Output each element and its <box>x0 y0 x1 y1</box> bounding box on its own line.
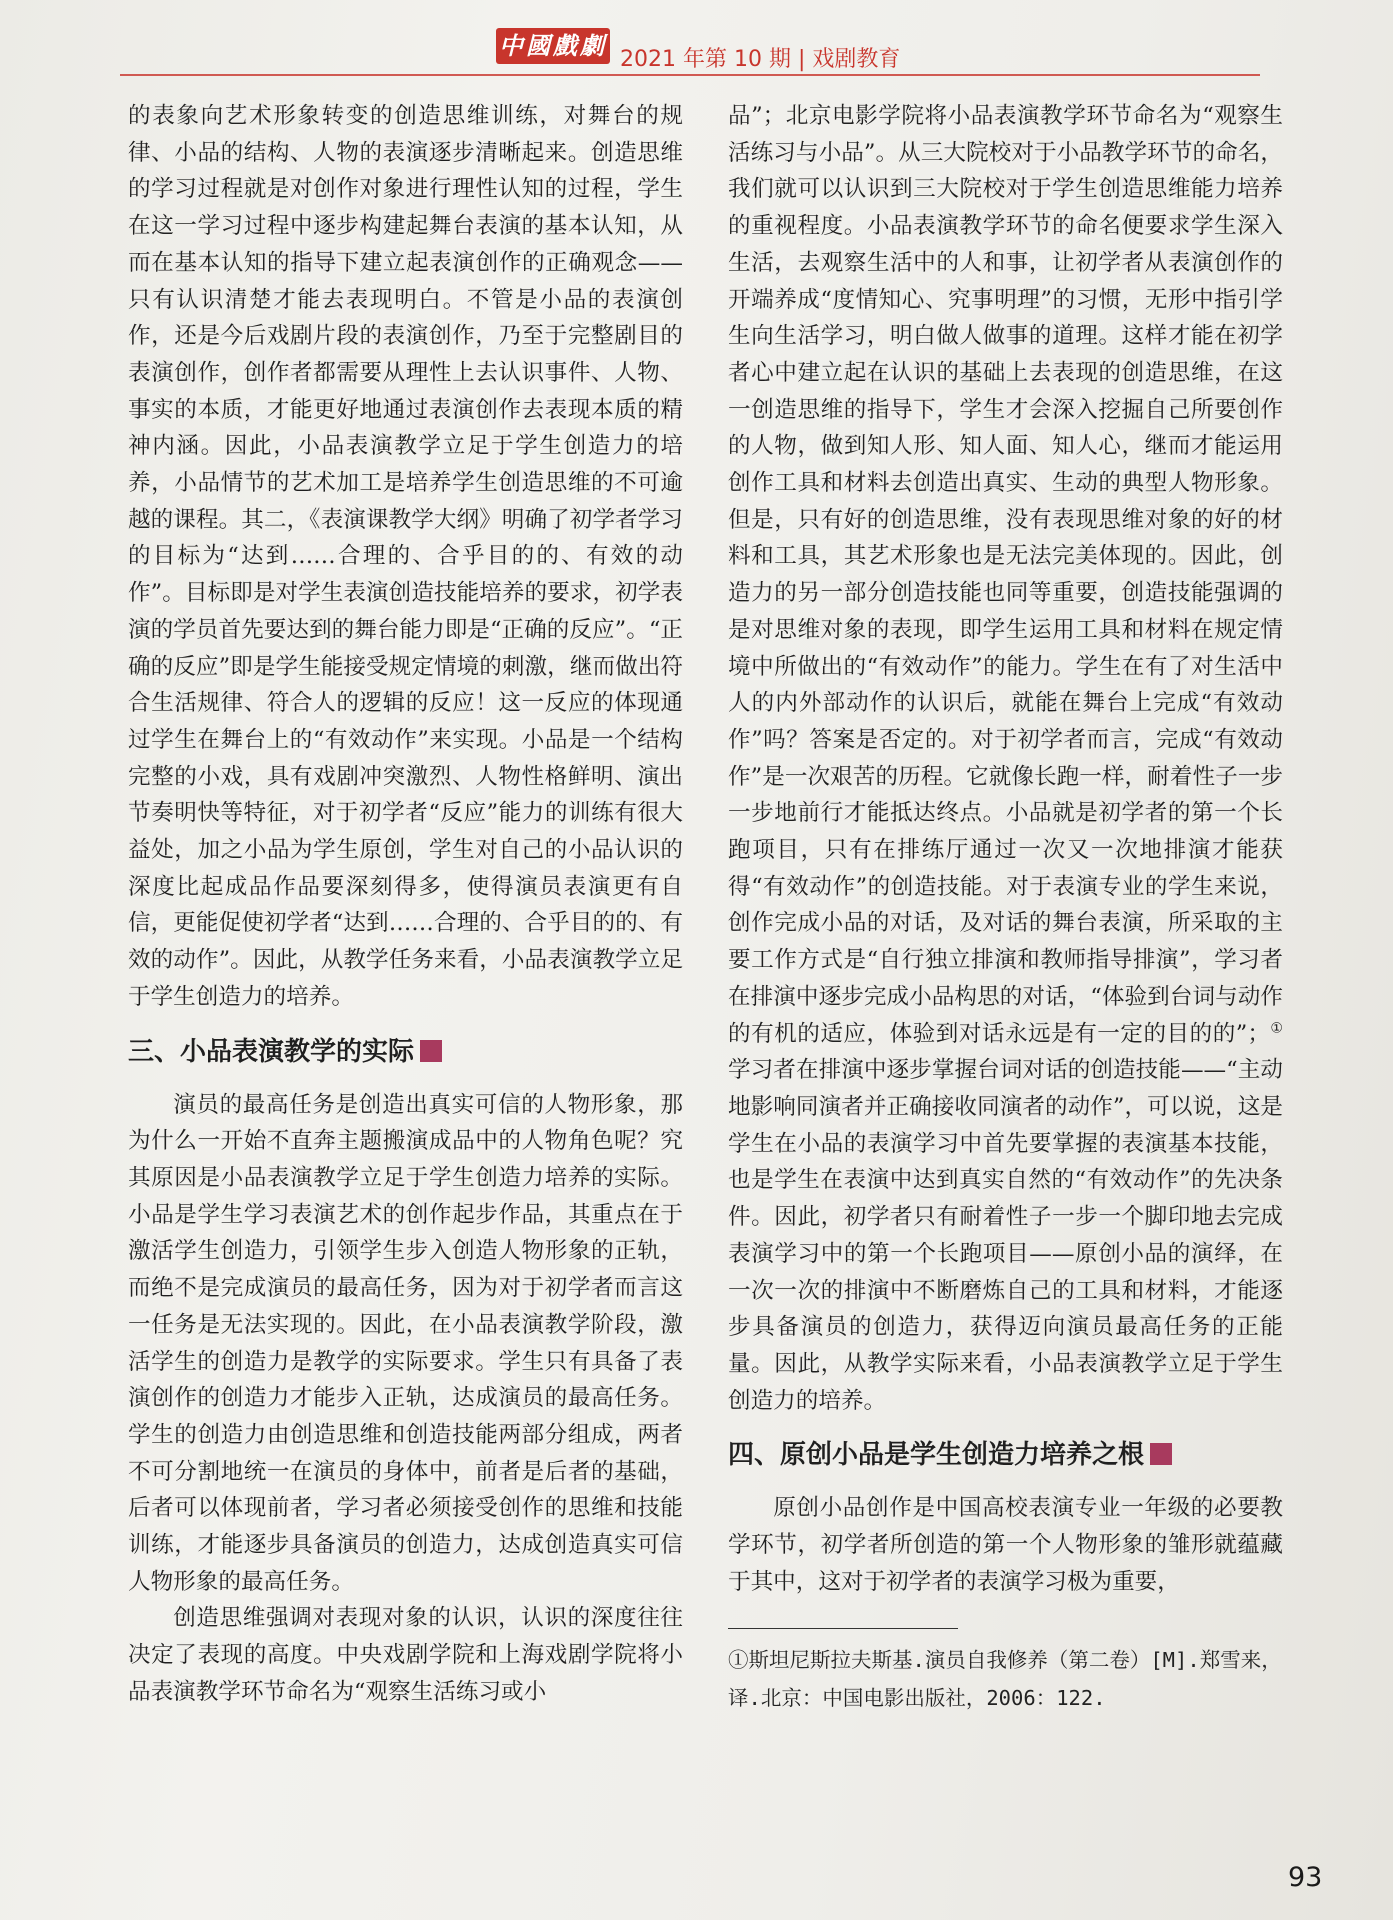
section-4-heading <box>728 1433 1283 1477</box>
magazine-logo: 中國戲劇 <box>496 28 610 64</box>
left-paragraph-2: 演员的最高任务是创造出真实可信的人物形象，那为什么一开始不直奔主题搬演成品中的人物角色呢？究其原因是小品表演教学立足于学生创造力培养的实际。小品是学生学习表演艺术的创作起步作品，其重点在于激活学生创造力，引领学生步入创造人物形象的正轨，而绝不是完成演员的最高任务，因为对于初学者而言这一任务是无法实现的。因此，在小品表演教学阶段，激活学生的创造力是教学的实际要求。学生只有具备了表演创作的创造力才能步入正轨，达成演员的最高任务。学生的创造力由创造思维和创造技能两部分组成，两者不可分割地统一在演员的身体中，前者是后者的基础，后者可以体现前者，学习者必须接受创作的思维和技能训练，才能逐步具备演员的创造力，达成创造真实可信人物形象的最高任务。 <box>128 1091 683 1595</box>
right-paragraph-1 <box>728 98 1283 1419</box>
footnote-reference: ① <box>1269 1020 1283 1037</box>
footnote: ①斯坦尼斯拉夫斯基.演员自我修养（第二卷）[M].郑雪来，译.北京：中国电影出版社，2006：122. <box>728 1648 1282 1711</box>
left-paragraph-1: 的表象向艺术形象转变的创造思维训练，对舞台的规律、小品的结构、人物的表演逐步清晰起来。创造思维的学习过程就是对创作对象进行理性认知的过程，学生在这一学习过程中逐步构建起舞台表演的基本认知，从而在基本认知的指导下建立起表演创作的正确观念——只有认识清楚才能去表现明白。不管是小品的表演创作，还是今后戏剧片段的表演创作，乃至于完整剧目的表演创作，创作者都需要从理性上去认识事件、人物、事实的本质，才能更好地通过表演创作去表现本质的精神内涵。因此，小品表演教学立足于学生创造力的培养，小品情节的艺术加工是培养学生创造思维的不可逾越的课程。其二，《表演课教学大纲》明确了初学者学习的目标为“达到……合理的、合乎目的的、有效的动作”。目标即是对学生表演创造技能培养的要求，初学表演的学员首先要达到的舞台能力即是“正确的反应”。“正确的反应”即是学生能接受规定情境的刺激，继而做出符合生活规律、符合人的逻辑的反应！这一反应的体现通过学生在舞台上的“有效动作”来实现。小品是一个结构完整的小戏，具有戏剧冲突激烈、人物性格鲜明、演出节奏明快等特征，对于初学者“反应”能力的训练有很大益处，加之小品为学生原创，学生对自己的小品认识的深度比起成品作品要深刻得多，使得演员表演更有自信，更能促使初学者“达到……合理的、合乎目的的、有效的动作”。因此，从教学任务来看，小品表演教学立足于学生创造力的培养。 <box>128 103 683 1010</box>
right-paragraph-1-part-a: 品”；北京电影学院将小品表演教学环节命名为“观察生活练习与小品”。从三大院校对于小品教学环节的命名，我们就可以认识到三大院校对于学生创造思维能力培养的重视程度。小品表演教学环节的命名便要求学生深入生活，去观察生活中的人和事，让初学者从表演创作的开端养成“度情知心、究事明理”的习惯，无形中指引学生向生活学习，明白做人做事的道理。这样才能在初学者心中建立起在认识的基础上去表现的创造思维，在这一创造思维的指导下，学生才会深入挖掘自己所要创作的人物，做到知人形、知人面、知人心，继而才能运用创作工具和材料去创造出真实、生动的典型人物形象。但是，只有好的创造思维，没有表现思维对象的好的材料和工具，其艺术形象也是无法完美体现的。因此，创造力的另一部分创造技能也同等重要，创造技能强调的是对思维对象的表现，即学生运用工具和材料在规定情境中所做出的“有效动作”的能力。学生在有了对生活中人的内外部动作的认识后，就能在舞台上完成“有效动作”吗？答案是否定的。对于初学者而言，完成“有效动作”是一次艰苦的历程。它就像长跑一样，耐着性子一步一步地前行才能抵达终点。小品就是初学者的第一个长跑项目，只有在排练厅通过一次又一次地排演才能获得“有效动作”的创造技能。对于表演专业的学生来说，创作完成小品的对话，及对话的舞台表演，所采取的主要工作方式是“自行独立排演和教师指导排演”，学习者在排演中逐步完成小品构思的对话，“体验到台词与动作的有机的适应，体验到对话永远是有一定的目的的”； <box>728 103 1283 1047</box>
page-number: 93 <box>1288 1862 1323 1893</box>
section-3-title: 三、小品表演教学的实际 <box>128 1036 415 1067</box>
left-column <box>128 98 683 1711</box>
section-marker-icon <box>420 1040 442 1062</box>
section-marker-icon <box>1150 1443 1172 1465</box>
issue-label: 2021 年第 10 期 | 戏剧教育 <box>620 47 901 72</box>
header-rule <box>120 74 1260 76</box>
footnote-rule <box>728 1628 958 1629</box>
right-paragraph-2: 原创小品创作是中国高校表演专业一年级的必要教学环节，初学者所创造的第一个人物形象的雏形就蕴藏于其中，这对于初学者的表演学习极为重要， <box>728 1495 1283 1595</box>
right-column <box>728 98 1283 1717</box>
left-paragraph-3: 创造思维强调对表现对象的认识，认识的深度往往决定了表现的高度。中央戏剧学院和上海戏剧学院将小品表演教学环节命名为“观察生活练习或小 <box>128 1605 683 1705</box>
section-3-heading <box>128 1030 683 1074</box>
right-paragraph-1-part-b: 学习者在排演中逐步掌握台词对话的创造技能——“主动地影响同演者并正确接收同演者的动作”，可以说，这是学生在小品的表演学习中首先要掌握的表演基本技能，也是学生在表演中达到真实自然的“有效动作”的先决条件。因此，初学者只有耐着性子一步一个脚印地去完成表演学习中的第一个长跑项目——原创小品的演绎，在一次一次的排演中不断磨炼自己的工具和材料，才能逐步具备演员的创造力，获得迈向演员最高任务的正能量。因此，从教学实际来看，小品表演教学立足于学生创造力的培养。 <box>728 1057 1283 1414</box>
section-4-title: 四、原创小品是学生创造力培养之根 <box>728 1440 1145 1471</box>
page-header <box>0 0 1393 90</box>
